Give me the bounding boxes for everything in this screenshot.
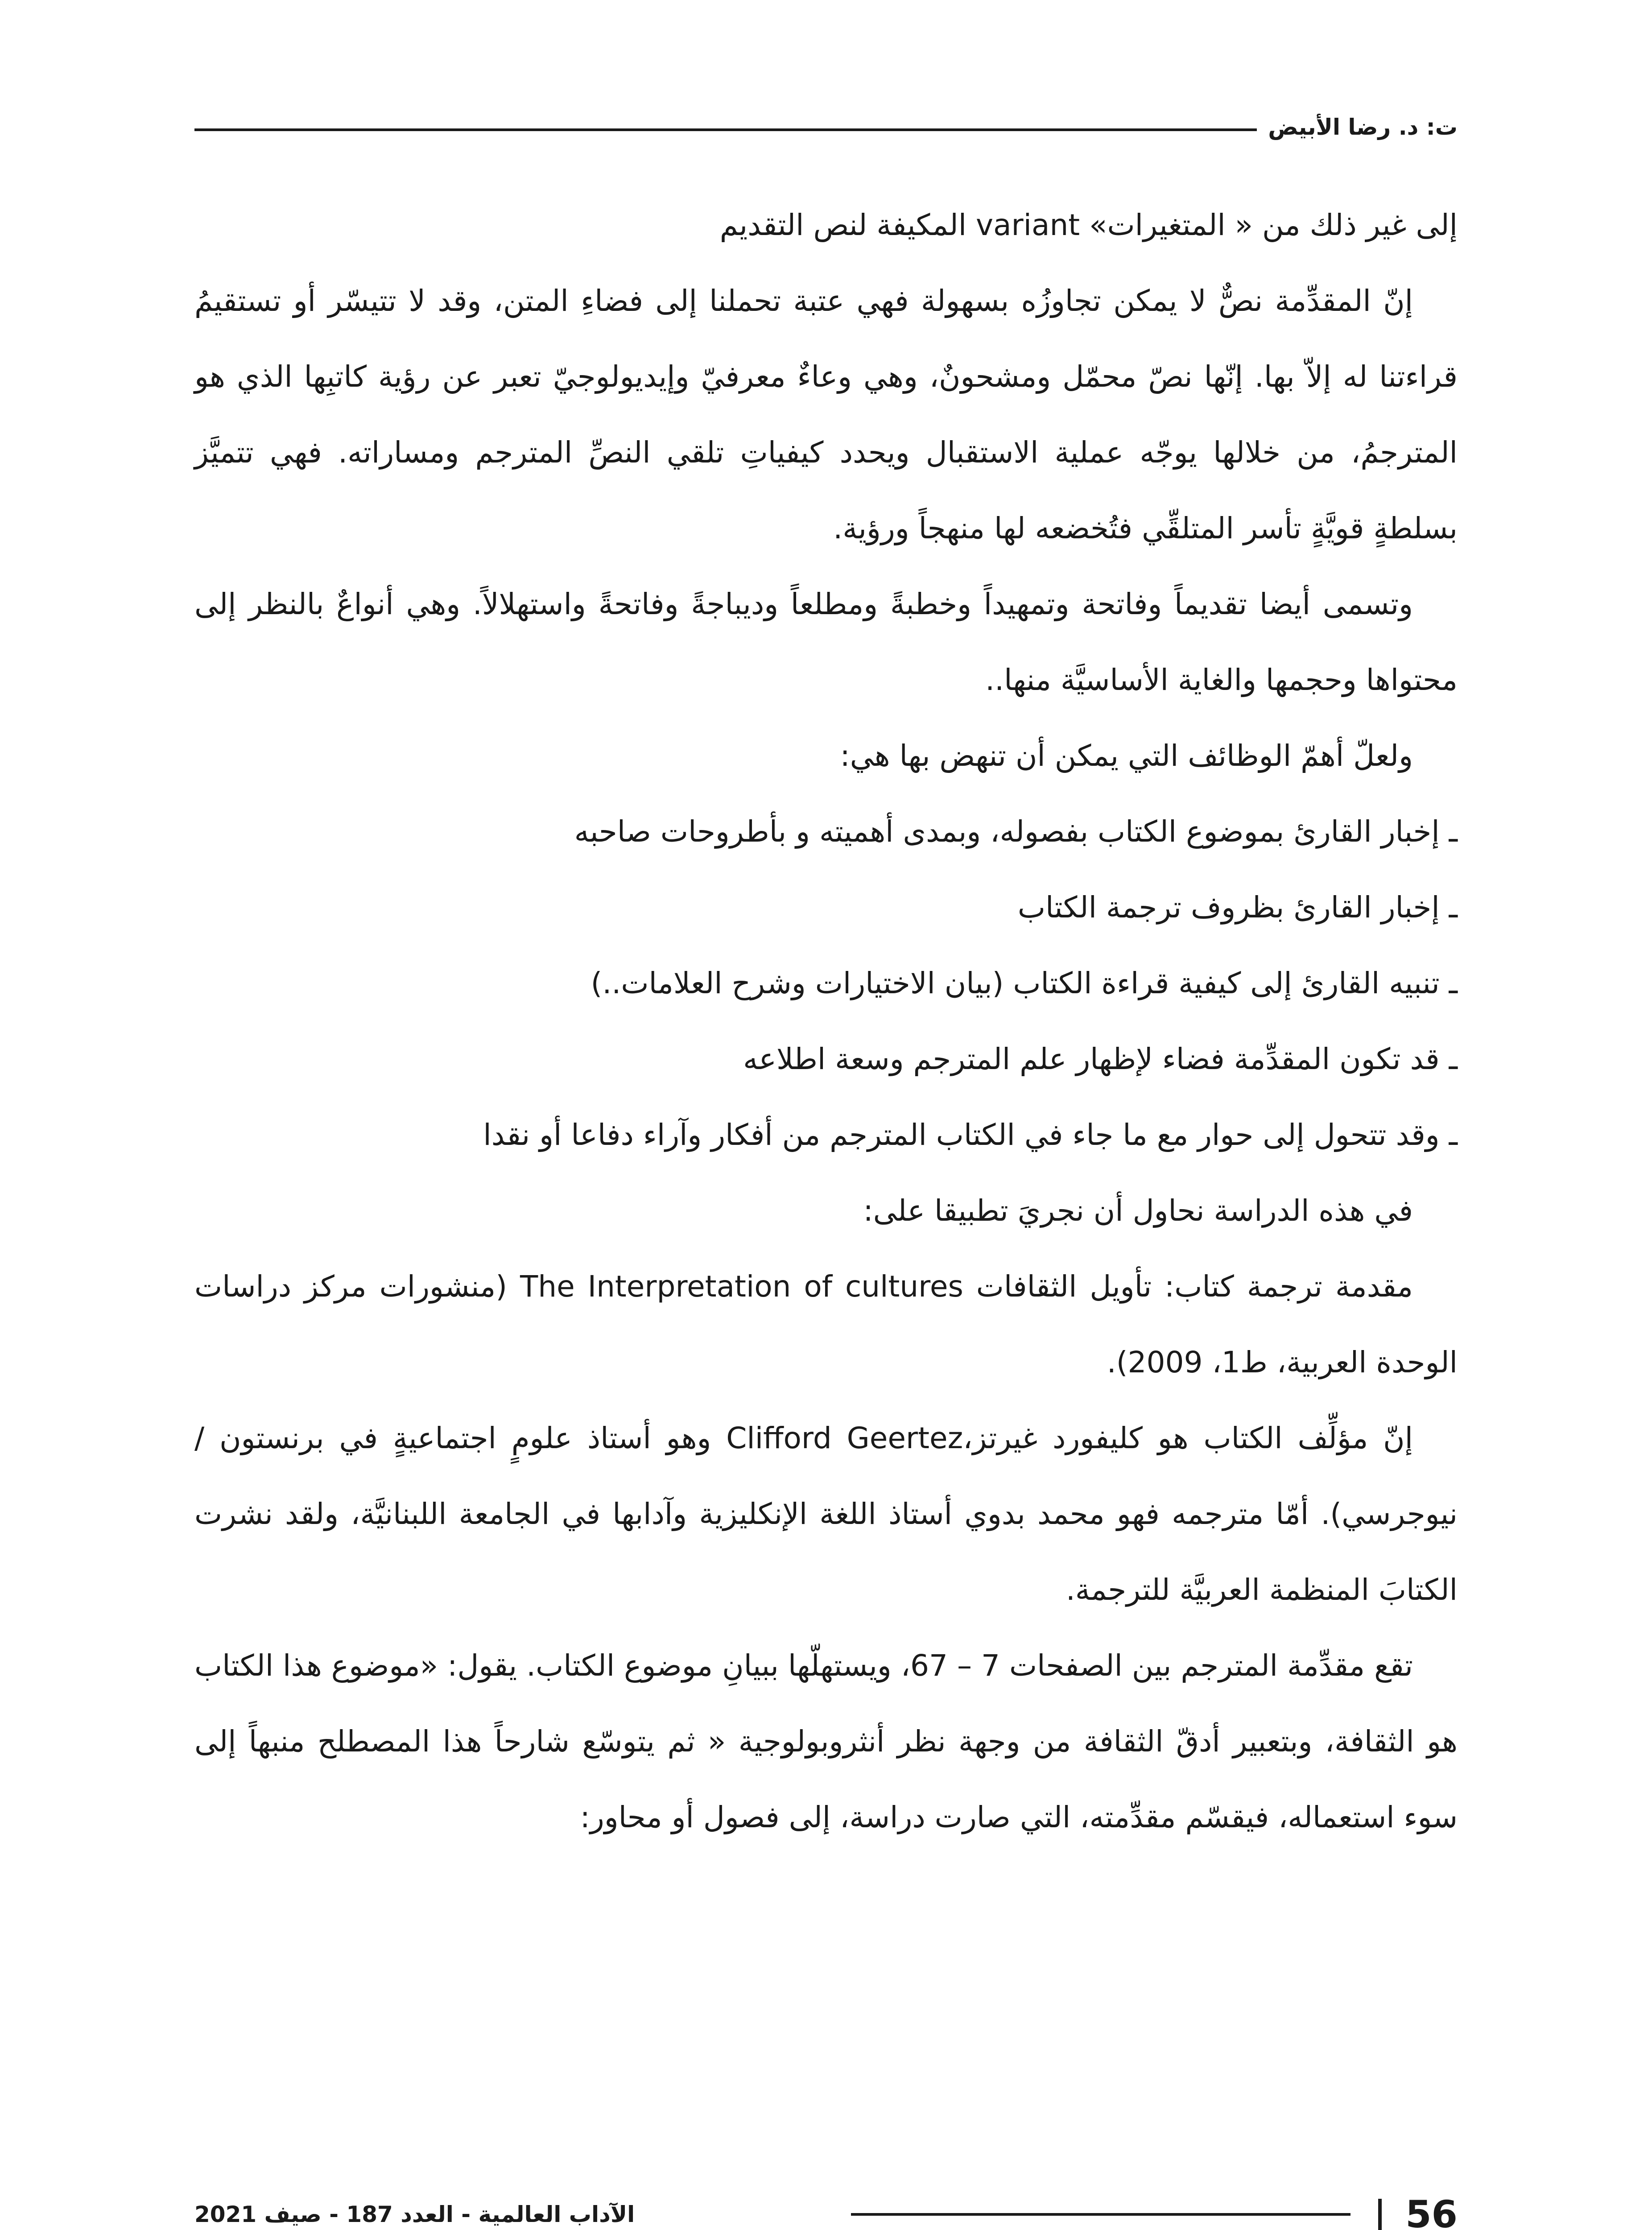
paragraph: إنّ مؤلِّف الكتاب هو كليفورد غيرتز،Clifford Geertez وهو أستاذ علومٍ اجتماعيةٍ في برنستون / نيوجرسي). أمّا مترجمه فهو محمد بدوي أستاذ اللغة الإنكليزية وآدابها في الجامعة اللبنانيَّة، ولقد نشرت الكتابَ المنظمة العربيَّة للترجمة. <box>194 1421 1458 1607</box>
list-item: ـ إخبار القارئ بظروف ترجمة الكتاب <box>1017 890 1458 925</box>
paragraph: ولعلّ أهمّ الوظائف التي يمكن أن تنهض بها هي: <box>840 739 1413 773</box>
paragraph: في هذه الدراسة نحاول أن نجريَ تطبيقا على: <box>863 1193 1413 1228</box>
header-author: ت: د. رضا الأبيض <box>1268 114 1458 140</box>
paragraph: تقع مقدِّمة المترجم بين الصفحات 7 – 67، ويستهلّها ببيانِ موضوع الكتاب. يقول: «موضوع هذا الكتاب هو الثقافة، وبتعبير أدقّ الثقافة من وجهة نظر أنثروبولوجية « ثم يتوسّع شارحاً هذا المصطلح منبهاً إلى سوء استعماله، فيقسّم مقدِّمته، التي صارت دراسة، إلى فصول أو محاور: <box>194 1648 1458 1834</box>
paragraph: إلى غير ذلك من « المتغيرات» variant المكيفة لنص التقديم <box>719 208 1458 242</box>
list-item: ـ وقد تتحول إلى حوار مع ما جاء في الكتاب المترجم من أفكار وآراء دفاعا أو نقدا <box>483 1118 1458 1152</box>
paragraph: وتسمى أيضا تقديماً وفاتحة وتمهيداً وخطبةً ومطلعاً وديباجةً وفاتحةً واستهلالاً. وهي أنواعٌ بالنظر إلى محتواها وحجمها والغاية الأساسيَّة منها.. <box>194 587 1458 697</box>
page-footer <box>194 2194 1458 2230</box>
running-header <box>194 103 1458 152</box>
list-item: ـ قد تكون المقدِّمة فضاء لإظهار علم المترجم وسعة اطلاعه <box>743 1042 1458 1076</box>
list-item: ـ تنبيه القارئ إلى كيفية قراءة الكتاب (بيان الاختيارات وشرح العلامات..) <box>591 966 1458 1000</box>
page-number-separator <box>1378 2199 1382 2230</box>
list-item: ـ إخبار القارئ بموضوع الكتاب بفصوله، وبمدى أهميته و بأطروحات صاحبه <box>574 814 1458 849</box>
footer-rule <box>851 2213 1351 2216</box>
paragraph: إنّ المقدِّمة نصٌّ لا يمكن تجاوزُه بسهولة فهي عتبة تحملنا إلى فضاءِ المتن، وقد لا تتيسّر أو تستقيمُ قراءتنا له إلاّ بها. إنّها نصّ محمّل ومشحونٌ، وهي وعاءٌ معرفيّ وإيديولوجيّ تعبر عن رؤية كاتبِها الذي هو المترجمُ، من خلالها يوجّه عملية الاستقبال ويحدد كيفياتِ تلقي النصِّ المترجم ومساراته. فهي تتميَّز بسلطةٍ قويَّةٍ تأسر المتلقِّي فتُخضعه لها منهجاً ورؤية. <box>194 284 1458 545</box>
article-body <box>194 187 1458 1855</box>
paragraph: مقدمة ترجمة كتاب: تأويل الثقافات The Interpretation of cultures (منشورات مركز دراسات الوحدة العربية، ط1، 2009). <box>194 1269 1458 1379</box>
journal-info: الآداب العالمية - العدد 187 - صيف 2021 <box>194 2201 635 2227</box>
header-rule <box>194 128 1257 131</box>
page-number: 56 <box>1405 2193 1458 2230</box>
